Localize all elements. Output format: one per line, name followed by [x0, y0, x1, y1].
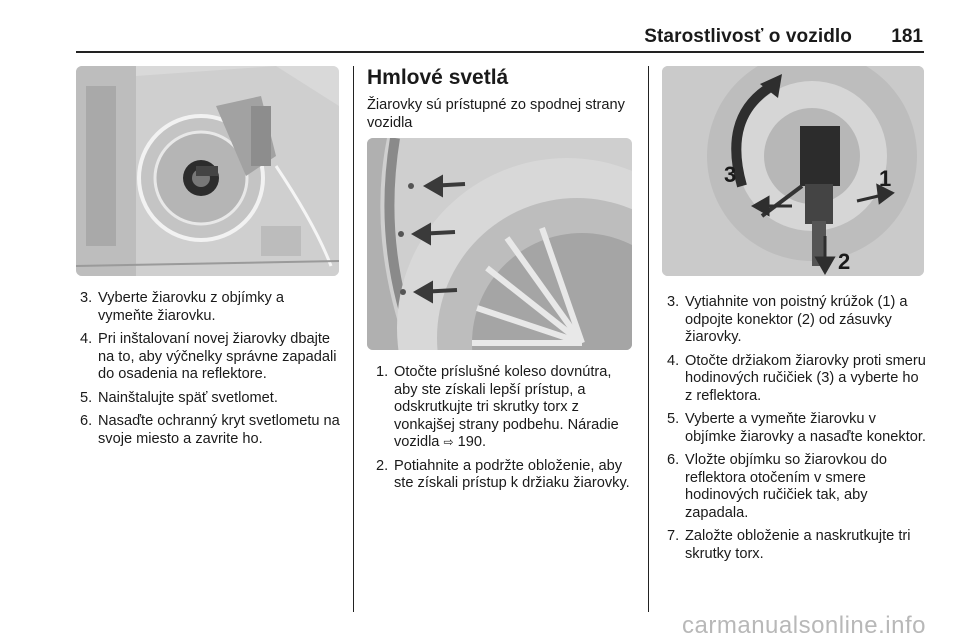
middle-steps-list: [376, 364, 638, 499]
section-title: Hmlové svetlá: [367, 66, 509, 89]
wheel-arch-illustration: [367, 138, 632, 350]
list-item: 5. Vyberte a vymeňte žiarovku v objímke žiarovky a nasaďte konektor.: [667, 411, 926, 445]
headlamp-bulb-figure: [76, 66, 339, 276]
header-divider: [76, 51, 924, 53]
callout-2: 2: [838, 249, 851, 274]
watermark: carmanualsonline.info: [682, 612, 926, 639]
page-reference-icon: ⇨: [443, 435, 454, 449]
right-steps-list: [667, 294, 929, 569]
list-item: 3. Vytiahnite von poistný krúžok (1) a odpojte konektor (2) od zásuvky žiarovky.: [667, 294, 908, 345]
wheel-arch-figure: [367, 138, 632, 350]
list-item: 3. Vyberte žiarovku z objímky a vymeňte žiarovku.: [80, 290, 285, 324]
list-item: 7. Založte obloženie a naskrutkujte tri skrutky torx.: [667, 528, 911, 562]
callout-3: 3: [724, 162, 737, 187]
list-item: 1. Otočte príslušné koleso dovnútra, aby ste získali lepší prístup, a odskrutkujte tri skrutky torx z vonkajšej strany podbehu. Náradie vozidla ⇨ 190.: [376, 364, 619, 450]
list-item: 2. Potiahnite a podržte obloženie, aby ste získali prístup k držiaku žiarovky.: [376, 457, 630, 491]
section-subtitle: Žiarovky sú prístupné zo spodnej strany vozidla: [367, 97, 625, 131]
list-item: 5. Nainštalujte späť svetlomet.: [80, 389, 278, 406]
list-item: 4. Otočte držiakom žiarovky proti smeru hodinových ručičiek (3) a vyberte ho z reflektora.: [667, 352, 926, 404]
page-number: 181: [891, 26, 923, 47]
left-steps-list: [80, 290, 342, 454]
page-header: [0, 0, 960, 54]
column-divider-left: [353, 66, 354, 612]
list-item: 4. Pri inštalovaní novej žiarovky dbajte na to, aby výčnelky správne zapadali do osadenia na reflektore.: [80, 331, 337, 382]
fog-lamp-holder-figure: [662, 66, 924, 276]
headlamp-bulb-illustration: [76, 66, 339, 276]
page-title: Starostlivosť o vozidlo: [644, 26, 852, 47]
column-divider-right: [648, 66, 649, 612]
list-item: 6. Nasaďte ochranný kryt svetlometu na svoje miesto a zavrite ho.: [80, 413, 340, 447]
callout-1: 1: [879, 166, 892, 191]
page-reference-link[interactable]: 190.: [457, 434, 487, 450]
list-item: 6. Vložte objímku so žiarovkou do reflektora otočením v smere hodinových ručičiek tak, aby zapadala.: [667, 452, 887, 521]
